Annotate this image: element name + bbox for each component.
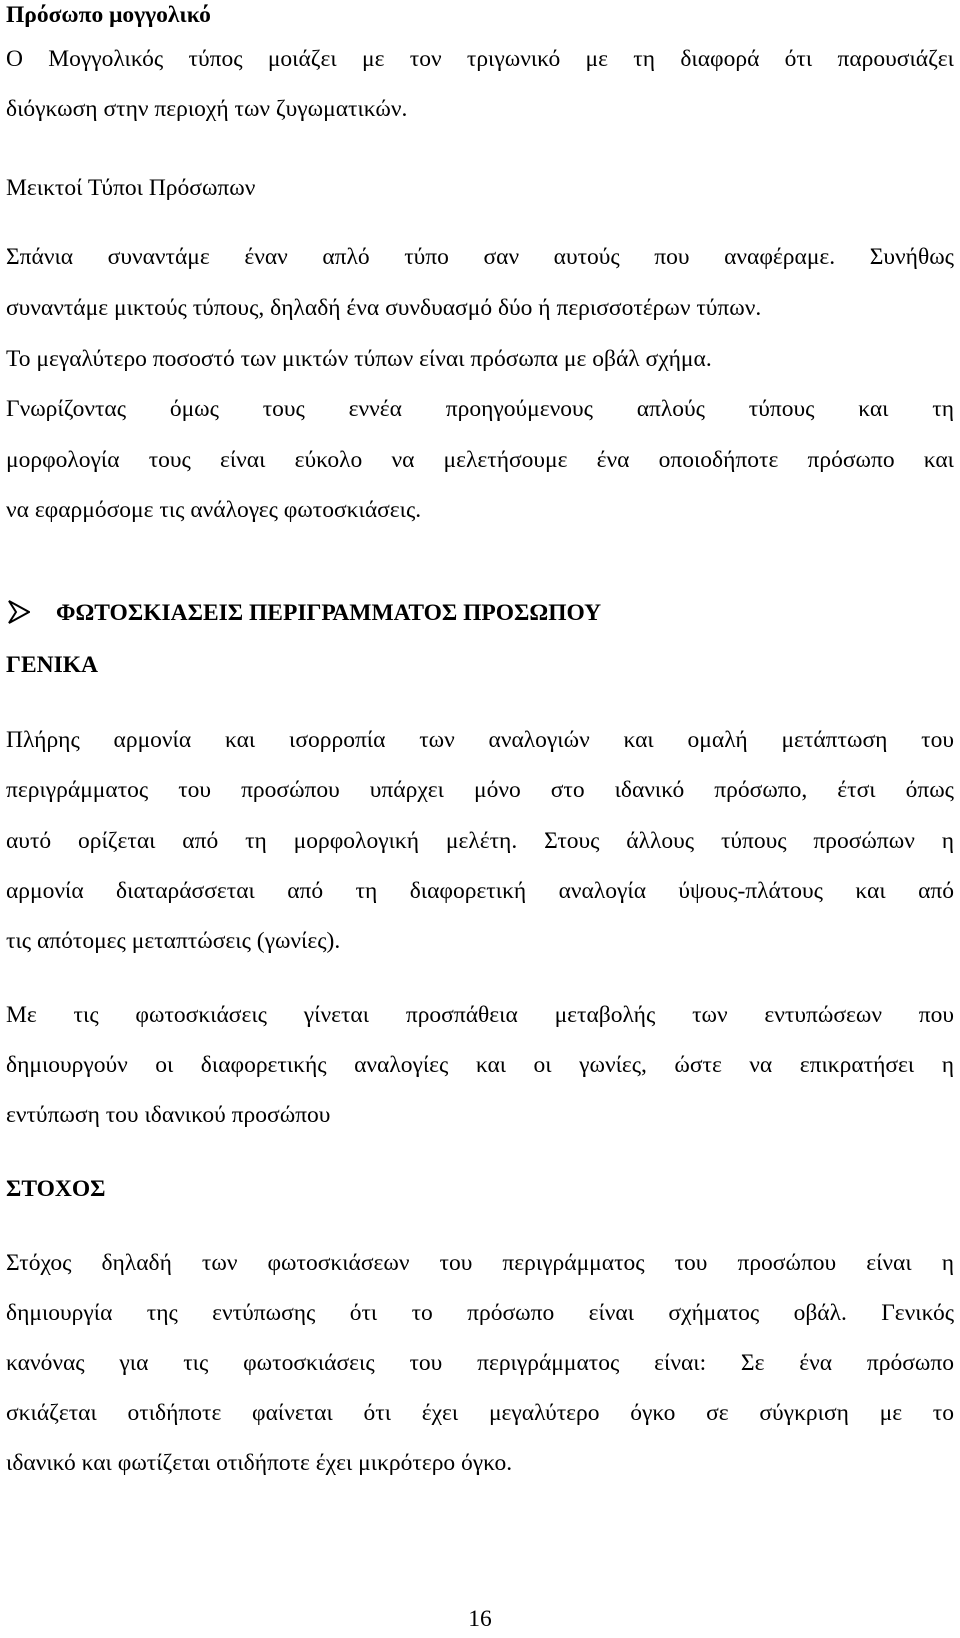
paragraph-line: Πλήρης αρμονία και ισορροπία των αναλογιών και ομαλή μετάπτωση του [6,727,954,753]
paragraph-line: ιδανικό και φωτίζεται οτιδήποτε έχει μικρότερο όγκο. [6,1450,513,1476]
bullet-heading-row [8,600,601,626]
bullet-heading: ΦΩΤΟΣΚΙΑΣΕΙΣ ΠΕΡΙΓΡΑΜΜΑΤΟΣ ΠΡΟΣΩΠΟΥ [56,600,602,626]
paragraph-line: αυτό ορίζεται από τη μορφολογική μελέτη. Στους άλλους τύπους προσώπων η [6,828,954,854]
paragraph-line: Με τις φωτοσκιάσεις γίνεται προσπάθεια μεταβολής των εντυπώσεων που [6,1002,954,1028]
paragraph-line: δημιουργία της εντύπωσης ότι το πρόσωπο είναι σχήματος οβάλ. Γενικός [6,1300,954,1326]
paragraph-line: Το μεγαλύτερο ποσοστό των μικτών τύπων είναι πρόσωπα με οβάλ σχήμα. [6,346,712,372]
paragraph-line: τις απότομες μεταπτώσεις (γωνίες). [6,928,341,954]
paragraph-line: να εφαρμόσομε τις ανάλογες φωτοσκιάσεις. [6,497,422,523]
mixed-types-heading: Μεικτοί Τύποι Πρόσωπων [6,175,256,201]
paragraph-line: διόγκωση στην περιοχή των ζυγωματικών. [6,96,408,122]
paragraph-line: Ο Μογγολικός τύπος μοιάζει με τον τριγωνικό με τη διαφορά ότι παρουσιάζει [6,46,954,72]
paragraph-line: περιγράμματος του προσώπου υπάρχει μόνο στο ιδανικό πρόσωπο, έτσι όπως [6,777,954,803]
goal-heading: ΣΤΟΧΟΣ [6,1176,106,1202]
paragraph-line: αρμονία διαταράσσεται από τη διαφορετική αναλογία ύψους-πλάτους και από [6,878,954,904]
paragraph-line: συναντάμε μικτούς τύπους, δηλαδή ένα συνδυασμό δύο ή περισσοτέρων τύπων. [6,295,762,321]
paragraph-line: Γνωρίζοντας όμως τους εννέα προηγούμενους απλούς τύπους και τη [6,396,954,422]
general-heading: ΓΕΝΙΚΑ [6,652,98,678]
paragraph-line: μορφολογία τους είναι εύκολο να μελετήσουμε ένα οποιοδήποτε πρόσωπο και [6,447,954,473]
paragraph-line: σκιάζεται οτιδήποτε φαίνεται ότι έχει μεγαλύτερο όγκο σε σύγκριση με το [6,1400,954,1426]
arrowhead-bullet-icon [8,600,30,624]
paragraph-line: εντύπωση του ιδανικού προσώπου [6,1102,331,1128]
paragraph-line: δημιουργούν οι διαφορετικής αναλογίες και οι γωνίες, ώστε να επικρατήσει η [6,1052,954,1078]
mongolian-face-heading: Πρόσωπο μογγολικό [6,2,211,28]
page-number: 16 [468,1606,492,1632]
paragraph-line: Στόχος δηλαδή των φωτοσκιάσεων του περιγράμματος του προσώπου είναι η [6,1250,954,1276]
paragraph-line: κανόνας για τις φωτοσκιάσεις του περιγράμματος είναι: Σε ένα πρόσωπο [6,1350,954,1376]
paragraph-line: Σπάνια συναντάμε έναν απλό τύπο σαν αυτούς που αναφέραμε. Συνήθως [6,244,954,270]
